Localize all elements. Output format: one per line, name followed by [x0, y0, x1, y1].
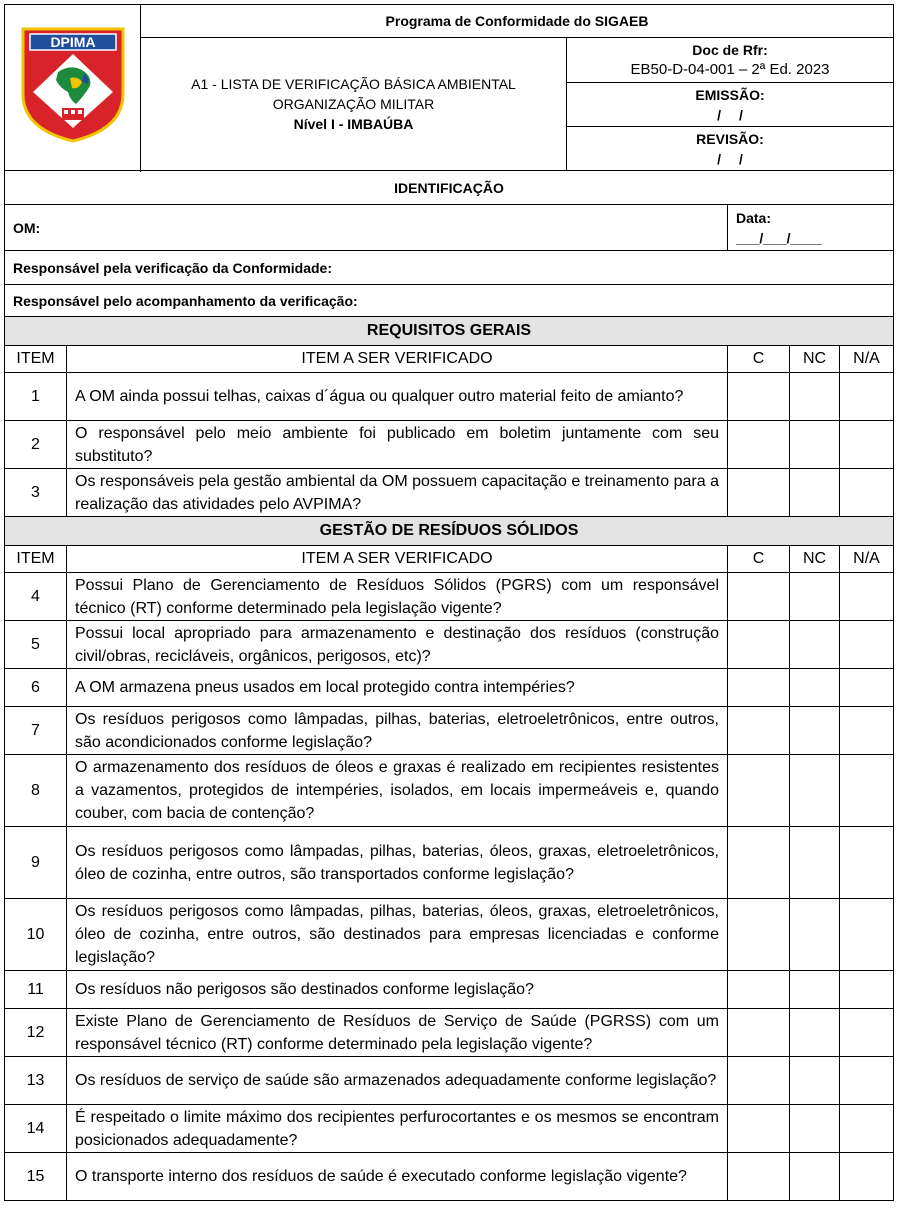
- column-header-c: C: [728, 546, 790, 573]
- checklist-row: [5, 1153, 894, 1201]
- answer-cell-nc[interactable]: [790, 1105, 840, 1153]
- program-title: Programa de Conformidade do SIGAEB: [141, 5, 894, 38]
- dpima-shield-logo: [18, 24, 128, 144]
- answer-cell-nc[interactable]: [790, 669, 840, 707]
- answer-cell-nc[interactable]: [790, 1153, 840, 1201]
- answer-cell-na[interactable]: [840, 899, 894, 971]
- answer-cell-na[interactable]: [840, 755, 894, 827]
- emissao-label: EMISSÃO:: [695, 86, 765, 103]
- answer-cell-c[interactable]: [728, 621, 790, 669]
- answer-cell-nc[interactable]: [790, 573, 840, 621]
- data-label: Data:: [736, 209, 772, 226]
- checklist-table: [4, 4, 894, 1201]
- answer-cell-c[interactable]: [728, 373, 790, 421]
- item-question: Os resíduos perigosos como lâmpadas, pilhas, baterias, eletroeletrônicos, entre outros, são acondicionados conforme legislação?: [67, 707, 728, 755]
- column-header-verify: ITEM A SER VERIFICADO: [67, 546, 728, 573]
- document-title: [141, 38, 567, 171]
- item-number: 10: [5, 899, 67, 971]
- answer-cell-nc[interactable]: [790, 621, 840, 669]
- checklist-row: [5, 669, 894, 707]
- revisao-cell: [567, 127, 894, 171]
- answer-cell-c[interactable]: [728, 1153, 790, 1201]
- answer-cell-nc[interactable]: [790, 755, 840, 827]
- item-number: 11: [5, 971, 67, 1009]
- om-label: OM:: [13, 219, 41, 236]
- checklist-row: [5, 573, 894, 621]
- item-question: A OM armazena pneus usados em local protegido contra intempéries?: [67, 669, 728, 707]
- section-title: REQUISITOS GERAIS: [5, 317, 894, 346]
- answer-cell-nc[interactable]: [790, 421, 840, 469]
- checklist-row: [5, 1009, 894, 1057]
- item-number: 15: [5, 1153, 67, 1201]
- item-question: O armazenamento dos resíduos de óleos e graxas é realizado em recipientes resistentes a vazamentos, protegidos de intempéries, isolados, em locais impermeáveis e, quando couber, com bacia de contenção?: [67, 755, 728, 827]
- resp-verificacao-field[interactable]: [5, 251, 894, 285]
- item-number: 5: [5, 621, 67, 669]
- item-question: O transporte interno dos resíduos de saúde é executado conforme legislação vigente?: [67, 1153, 728, 1201]
- resp-verificacao-label: Responsável pela verificação da Conformidade:: [13, 259, 332, 276]
- column-header-c: C: [728, 346, 790, 373]
- answer-cell-na[interactable]: [840, 373, 894, 421]
- answer-cell-nc[interactable]: [790, 899, 840, 971]
- answer-cell-nc[interactable]: [790, 971, 840, 1009]
- checklist-sheet: [4, 4, 893, 1201]
- answer-cell-c[interactable]: [728, 971, 790, 1009]
- document-title-line1: A1 - LISTA DE VERIFICAÇÃO BÁSICA AMBIENTAL: [191, 76, 516, 92]
- answer-cell-c[interactable]: [728, 899, 790, 971]
- revisao-value: / /: [717, 150, 743, 167]
- section-title: GESTÃO DE RESÍDUOS SÓLIDOS: [5, 517, 894, 546]
- logo-cell: [5, 5, 141, 171]
- answer-cell-na[interactable]: [840, 573, 894, 621]
- item-question: Possui Plano de Gerenciamento de Resíduos Sólidos (PGRS) com um responsável técnico (RT) conforme determinado pela legislação vigente?: [67, 573, 728, 621]
- item-number: 12: [5, 1009, 67, 1057]
- item-number: 8: [5, 755, 67, 827]
- answer-cell-nc[interactable]: [790, 469, 840, 517]
- item-question: Os responsáveis pela gestão ambiental da OM possuem capacitação e treinamento para a realização das atividades pelo AVPIMA?: [67, 469, 728, 517]
- answer-cell-c[interactable]: [728, 827, 790, 899]
- answer-cell-c[interactable]: [728, 669, 790, 707]
- answer-cell-na[interactable]: [840, 1105, 894, 1153]
- doc-reference-value: EB50-D-04-001 – 2ª Ed. 2023: [630, 61, 830, 78]
- answer-cell-na[interactable]: [840, 971, 894, 1009]
- answer-cell-c[interactable]: [728, 1009, 790, 1057]
- item-number: 7: [5, 707, 67, 755]
- answer-cell-nc[interactable]: [790, 827, 840, 899]
- column-header-nc: NC: [790, 346, 840, 373]
- emissao-value: / /: [717, 106, 743, 123]
- item-question: Possui local apropriado para armazenamento e destinação dos resíduos (construção civil/obras, recicláveis, orgânicos, perigosos, etc)?: [67, 621, 728, 669]
- column-header-item: ITEM: [5, 546, 67, 573]
- answer-cell-nc[interactable]: [790, 1057, 840, 1105]
- item-number: 2: [5, 421, 67, 469]
- item-question: Os resíduos de serviço de saúde são armazenados adequadamente conforme legislação?: [67, 1057, 728, 1105]
- resp-acompanhamento-label: Responsável pelo acompanhamento da verificação:: [13, 292, 358, 309]
- item-question: Os resíduos não perigosos são destinados conforme legislação?: [67, 971, 728, 1009]
- answer-cell-nc[interactable]: [790, 373, 840, 421]
- item-question: Existe Plano de Gerenciamento de Resíduos de Serviço de Saúde (PGRSS) com um responsável técnico (RT) conforme determinado pela legislação vigente?: [67, 1009, 728, 1057]
- item-question: É respeitado o limite máximo dos recipientes perfurocortantes e os mesmos se encontram posicionados adequadamente?: [67, 1105, 728, 1153]
- item-number: 1: [5, 373, 67, 421]
- doc-reference-cell: [567, 38, 894, 83]
- answer-cell-na[interactable]: [840, 669, 894, 707]
- item-question: O responsável pelo meio ambiente foi publicado em boletim juntamente com seu substituto?: [67, 421, 728, 469]
- answer-cell-c[interactable]: [728, 755, 790, 827]
- identification-title: IDENTIFICAÇÃO: [5, 171, 894, 205]
- answer-cell-c[interactable]: [728, 707, 790, 755]
- checklist-row: [5, 971, 894, 1009]
- answer-cell-na[interactable]: [840, 1009, 894, 1057]
- answer-cell-c[interactable]: [728, 1105, 790, 1153]
- answer-cell-na[interactable]: [840, 469, 894, 517]
- checklist-row: [5, 827, 894, 899]
- checklist-row: [5, 373, 894, 421]
- item-question: Os resíduos perigosos como lâmpadas, pilhas, baterias, óleos, graxas, eletroeletrônicos, óleo de cozinha, entre outros, são transportados conforme legislação?: [67, 827, 728, 899]
- item-question: Os resíduos perigosos como lâmpadas, pilhas, baterias, óleos, graxas, eletroeletrônicos, óleo de cozinha, entre outros, são destinados para empresas licenciadas e conforme legislação?: [67, 899, 728, 971]
- answer-cell-c[interactable]: [728, 1057, 790, 1105]
- answer-cell-na[interactable]: [840, 827, 894, 899]
- checklist-row: [5, 421, 894, 469]
- emissao-cell: [567, 83, 894, 127]
- column-header-item: ITEM: [5, 346, 67, 373]
- doc-reference-label: Doc de Rfr:: [692, 42, 768, 58]
- checklist-row: [5, 755, 894, 827]
- checklist-row: [5, 621, 894, 669]
- item-number: 3: [5, 469, 67, 517]
- column-header-row: [5, 346, 894, 373]
- column-header-na: N/A: [840, 346, 894, 373]
- data-value: ___/___/____: [736, 229, 822, 246]
- revisao-label: REVISÃO:: [696, 130, 764, 147]
- answer-cell-na[interactable]: [840, 421, 894, 469]
- answer-cell-na[interactable]: [840, 707, 894, 755]
- column-header-verify: ITEM A SER VERIFICADO: [67, 346, 728, 373]
- answer-cell-c[interactable]: [728, 469, 790, 517]
- answer-cell-na[interactable]: [840, 1153, 894, 1201]
- om-field[interactable]: [5, 205, 728, 251]
- item-number: 9: [5, 827, 67, 899]
- column-header-row: [5, 546, 894, 573]
- item-number: 6: [5, 669, 67, 707]
- answer-cell-na[interactable]: [840, 621, 894, 669]
- answer-cell-c[interactable]: [728, 421, 790, 469]
- checklist-row: [5, 1057, 894, 1105]
- logo-text: DPIMA: [49, 34, 96, 50]
- checklist-row: [5, 1105, 894, 1153]
- item-number: 13: [5, 1057, 67, 1105]
- answer-cell-nc[interactable]: [790, 707, 840, 755]
- resp-acompanhamento-field[interactable]: [5, 285, 894, 317]
- checklist-row: [5, 899, 894, 971]
- document-title-line3: Nível I - IMBAÚBA: [293, 116, 414, 132]
- item-number: 4: [5, 573, 67, 621]
- checklist-row: [5, 469, 894, 517]
- answer-cell-nc[interactable]: [790, 1009, 840, 1057]
- checklist-row: [5, 707, 894, 755]
- item-question: A OM ainda possui telhas, caixas d´água ou qualquer outro material feito de amianto?: [67, 373, 728, 421]
- answer-cell-c[interactable]: [728, 573, 790, 621]
- answer-cell-na[interactable]: [840, 1057, 894, 1105]
- document-title-line2: ORGANIZAÇÃO MILITAR: [272, 96, 435, 112]
- data-field[interactable]: [728, 205, 894, 251]
- column-header-nc: NC: [790, 546, 840, 573]
- column-header-na: N/A: [840, 546, 894, 573]
- item-number: 14: [5, 1105, 67, 1153]
